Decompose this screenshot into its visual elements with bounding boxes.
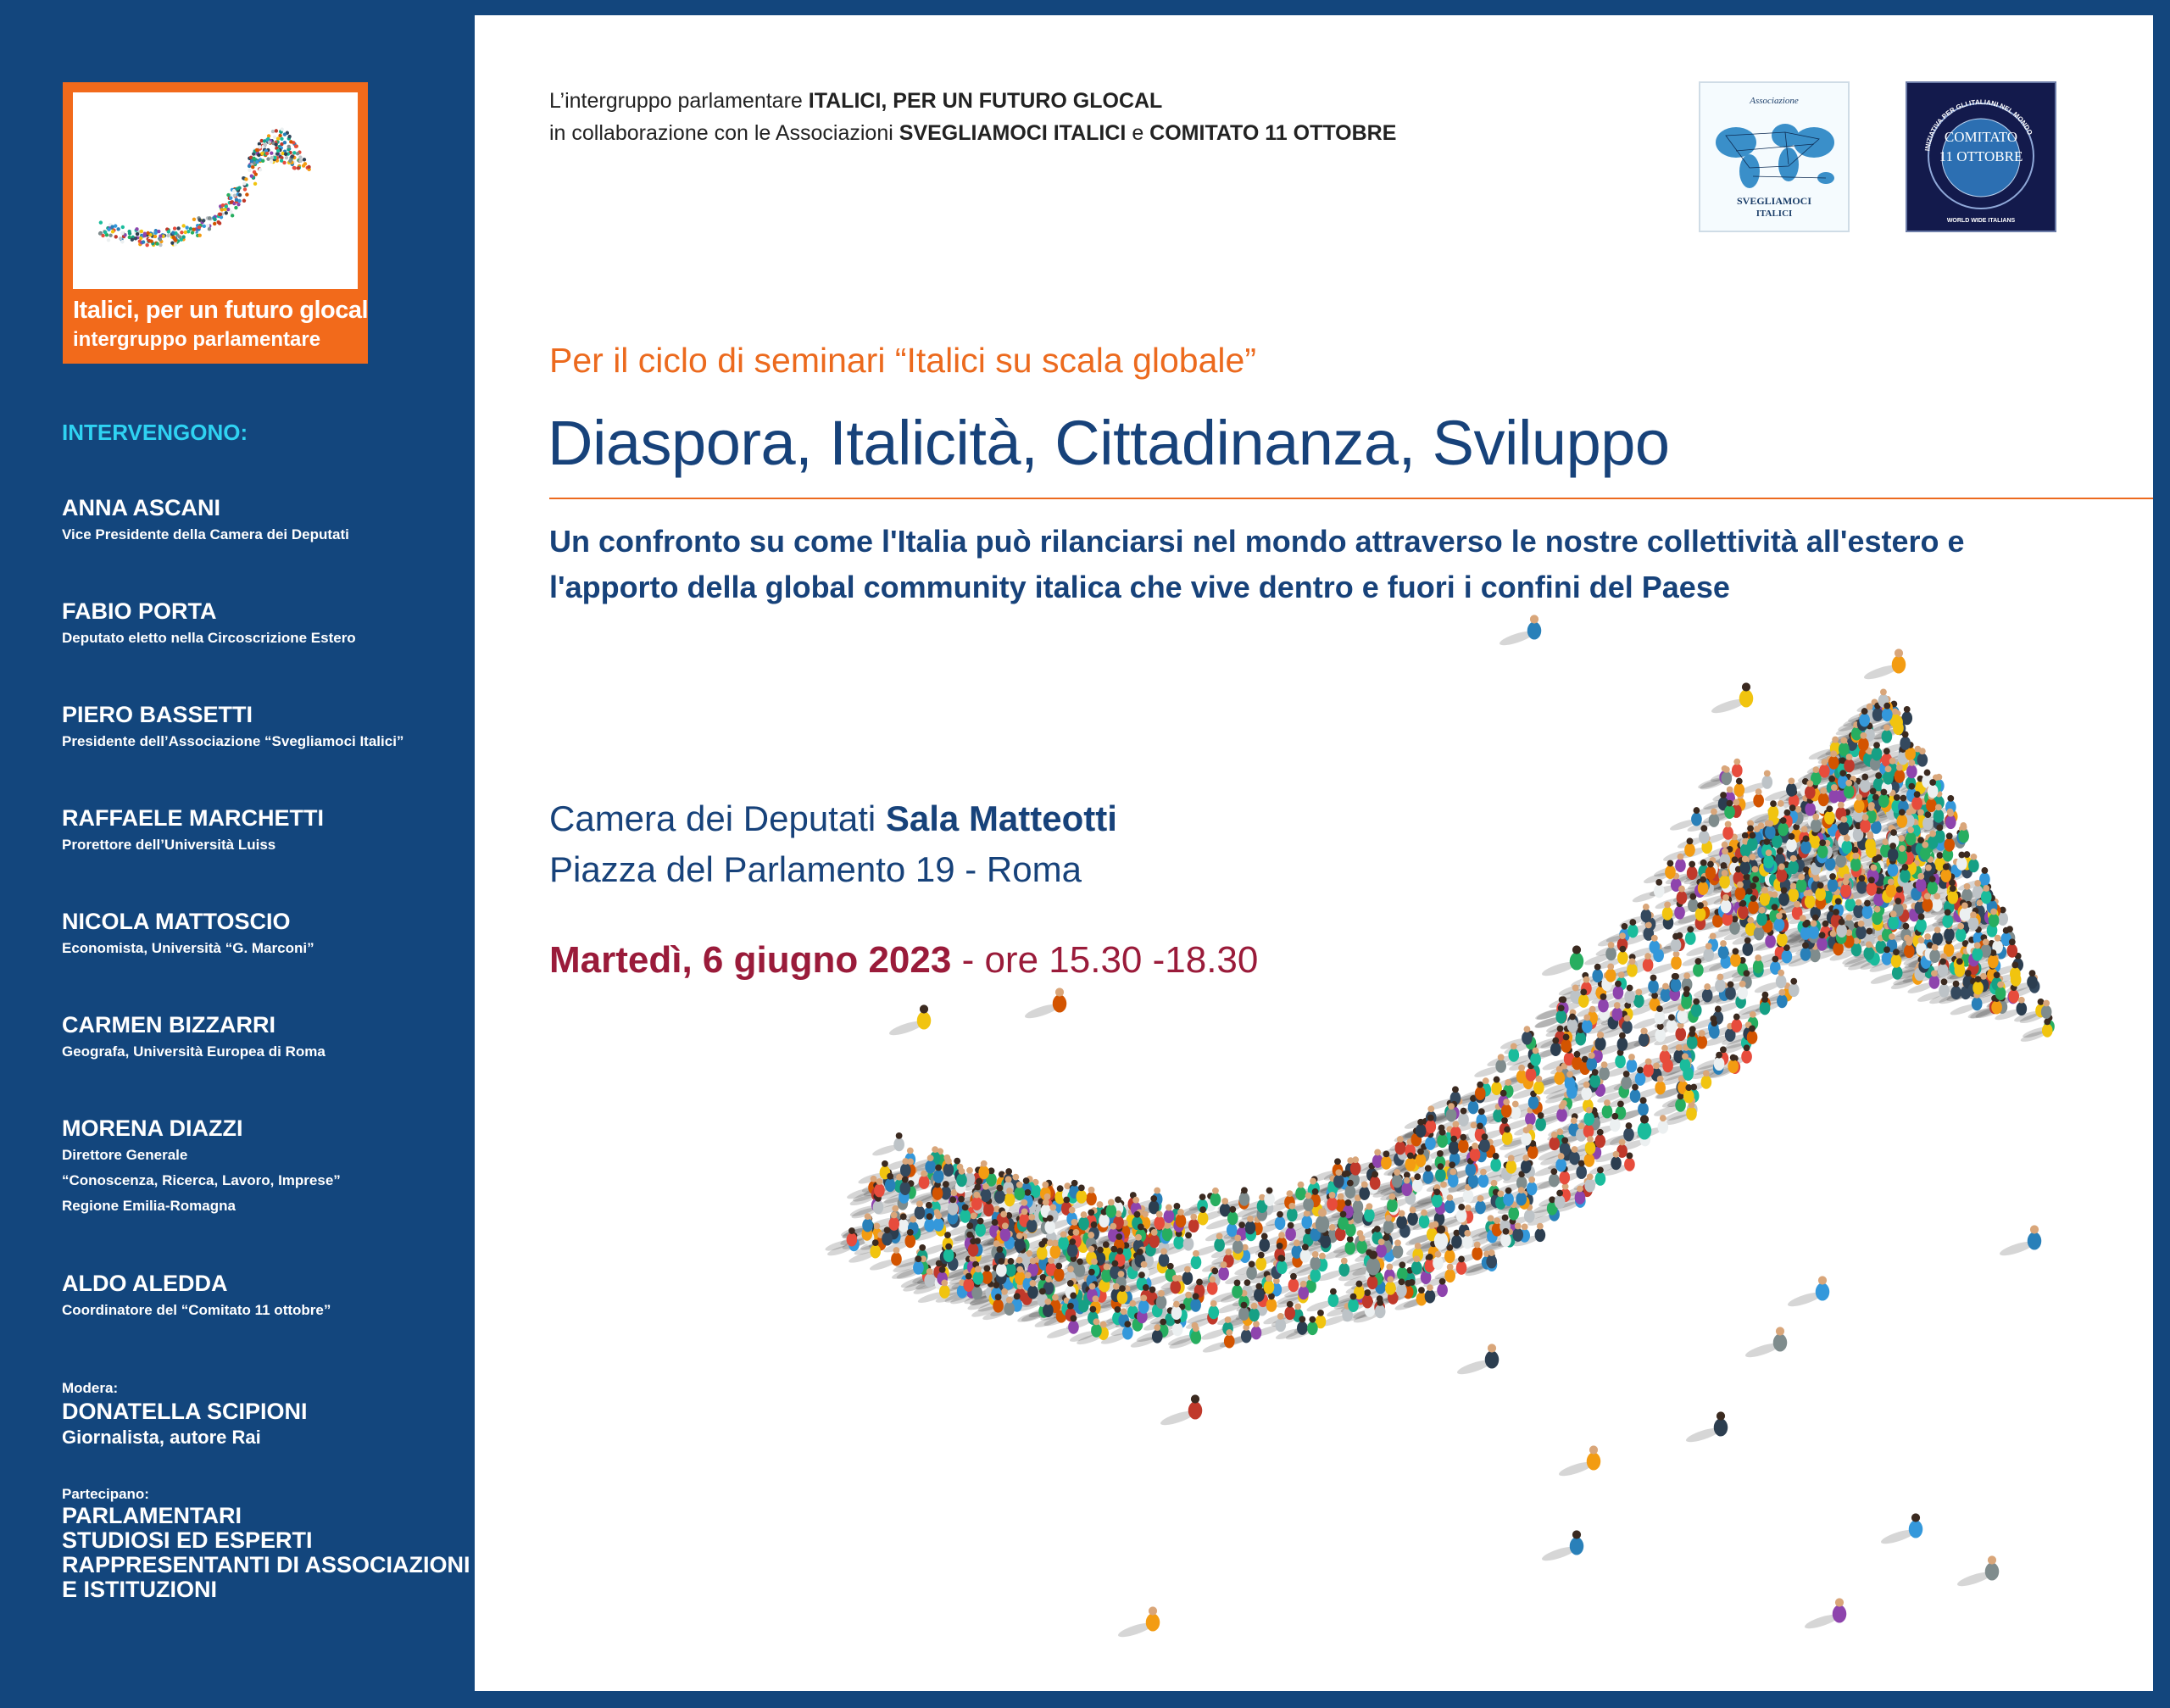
speaker-role: Direttore Generale — [62, 1147, 188, 1163]
participants-block — [62, 1485, 470, 1602]
speakers-heading: INTERVENGONO: — [62, 420, 248, 445]
participants-line: STUDIOSI ED ESPERTI — [62, 1527, 313, 1553]
participants-line: E ISTITUZIONI — [62, 1577, 218, 1602]
participants-label: Partecipano: — [62, 1486, 149, 1502]
venue-building: Camera dei Deputati — [549, 798, 876, 838]
speaker-role: Deputato eletto nella Circoscrizione Estero — [62, 630, 356, 646]
logo-line1: COMITATO — [1944, 129, 2018, 145]
moderator-label: Modera: — [62, 1380, 119, 1396]
speaker-role: Prorettore dell’Università Luiss — [62, 837, 276, 853]
participants-line: RAPPRESENTANTI DI ASSOCIAZIONI — [62, 1552, 470, 1577]
event-hours: - ore 15.30 -18.30 — [961, 939, 1259, 981]
speaker-role: Geografa, Università Europea di Roma — [62, 1043, 326, 1060]
moderator-name: DONATELLA SCIPIONI — [62, 1399, 308, 1424]
event-venue — [549, 793, 1117, 895]
speakers-sidebar — [0, 0, 475, 1708]
intergroup-name: ITALICI, PER UN FUTURO GLOCAL — [808, 89, 1163, 113]
speaker-name: PIERO BASSETTI — [62, 702, 253, 727]
intergroup-logo — [63, 82, 368, 364]
seminar-series: Per il ciclo di seminari “Italici su scala globale” — [549, 341, 1256, 380]
association-name-1: SVEGLIAMOCI ITALICI — [899, 121, 1127, 145]
event-day: Martedì, 6 giugno 2023 — [549, 939, 952, 981]
speaker-entry — [62, 1114, 341, 1219]
speaker-role: “Conoscenza, Ricerca, Lavoro, Imprese” — [62, 1172, 341, 1188]
logo-title: Italici, per un futuro glocal — [73, 297, 369, 324]
speaker-name: ANNA ASCANI — [62, 495, 220, 520]
logo-arc-text: INIZIATIVA PER GLI ITALIANI NEL MONDO — [1923, 97, 2034, 152]
logo-top-text: Associazione — [1750, 96, 1799, 106]
logo-bottom-text: WORLD WIDE ITALIANS — [1946, 218, 2016, 224]
crowd-arrow-thumbnail — [73, 92, 358, 289]
venue-address: Piazza del Parlamento 19 - Roma — [549, 849, 1082, 889]
event-description: Un confronto su come l'Italia può rilanciarsi nel mondo attraverso le nostre collettività all'estero e l'apporto della global community italica che vive dentro e fuori i confini del Paese — [549, 524, 1965, 604]
speaker-entry — [62, 597, 356, 651]
association-name-2: COMITATO 11 OTTOBRE — [1149, 121, 1397, 145]
event-title: Diaspora, Italicità, Cittadinanza, Sviluppo — [548, 408, 1670, 478]
title-divider — [549, 498, 2153, 499]
speaker-role: Economista, Università “G. Marconi” — [62, 940, 314, 956]
speaker-entry — [62, 493, 349, 548]
event-date — [549, 939, 1258, 982]
comitato-11-ottobre-logo — [1906, 81, 2056, 232]
logo-line2: ITALICI — [1755, 209, 1793, 219]
speaker-entry — [62, 700, 403, 754]
speaker-entry — [62, 804, 324, 858]
organizer-line2-prefix: in collaborazione con le Associazioni — [549, 121, 893, 145]
venue-room: Sala Matteotti — [885, 798, 1117, 838]
organizer-text — [549, 85, 1396, 149]
logo-subtitle: intergruppo parlamentare — [73, 328, 321, 351]
logo-line1: SVEGLIAMOCI — [1736, 195, 1812, 207]
speaker-entry — [62, 1269, 331, 1323]
speaker-role: Presidente dell’Associazione “Svegliamoci Italici” — [62, 733, 404, 749]
participants-line: PARLAMENTARI — [62, 1503, 242, 1528]
speaker-entry — [62, 1010, 326, 1065]
organizer-line1-prefix: L’intergruppo parlamentare — [549, 89, 803, 113]
organizer-conjunction: e — [1132, 121, 1144, 145]
speaker-name: FABIO PORTA — [62, 598, 217, 624]
speaker-entry — [62, 907, 314, 961]
speaker-role: Coordinatore del “Comitato 11 ottobre” — [62, 1302, 331, 1318]
speaker-role: Regione Emilia-Romagna — [62, 1198, 236, 1214]
speaker-name: MORENA DIAZZI — [62, 1115, 243, 1141]
svegliamoci-italici-logo — [1699, 81, 1850, 232]
event-panel — [475, 15, 2153, 1691]
logo-line2: 11 OTTOBRE — [1939, 148, 2023, 164]
moderator-block — [62, 1379, 308, 1450]
speaker-role: Vice Presidente della Camera dei Deputati — [62, 526, 349, 542]
speaker-name: ALDO ALEDDA — [62, 1271, 228, 1296]
speaker-name: CARMEN BIZZARRI — [62, 1012, 275, 1038]
speaker-name: RAFFAELE MARCHETTI — [62, 805, 324, 831]
moderator-role: Giornalista, autore Rai — [62, 1427, 261, 1448]
speaker-name: NICOLA MATTOSCIO — [62, 909, 291, 934]
